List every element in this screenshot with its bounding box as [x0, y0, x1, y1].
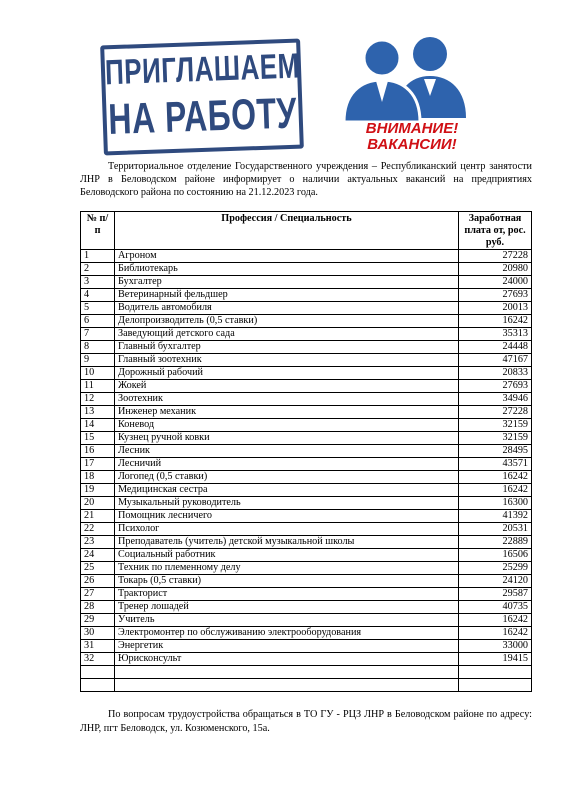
table-row: [81, 471, 532, 484]
row-number: 27: [81, 588, 115, 601]
invitation-stamp: [100, 39, 304, 156]
row-profession: Социальный работник: [115, 549, 459, 562]
row-salary: 41392: [459, 510, 532, 523]
row-profession: Лесник: [115, 445, 459, 458]
row-profession: Библиотекарь: [115, 263, 459, 276]
row-profession: Главный зоотехник: [115, 354, 459, 367]
table-row: [81, 393, 532, 406]
vacancies-table: [80, 211, 532, 692]
header-profession: Профессия / Специальность: [115, 212, 459, 250]
row-salary: 40735: [459, 601, 532, 614]
table-row: [81, 276, 532, 289]
empty-cell: [81, 666, 115, 679]
row-profession: Логопед (0,5 ставки): [115, 471, 459, 484]
row-profession: Юрисконсульт: [115, 653, 459, 666]
table-row: [81, 601, 532, 614]
stamp-line-1: ПРИГЛАШАЕМ: [104, 45, 301, 93]
row-salary: 19415: [459, 653, 532, 666]
table-row: [81, 549, 532, 562]
contact-paragraph: По вопросам трудоустройства обращаться в ТО ГУ - РЦЗ ЛНР в Беловодском районе по адресу: ЛНР, пгт Беловодск, ул. Козюменского, 15а.: [80, 709, 532, 734]
row-salary: 32159: [459, 419, 532, 432]
table-row: [81, 328, 532, 341]
row-number: 15: [81, 432, 115, 445]
table-row: [81, 289, 532, 302]
row-salary: 47167: [459, 354, 532, 367]
row-profession: Медицинская сестра: [115, 484, 459, 497]
row-profession: Токарь (0,5 ставки): [115, 575, 459, 588]
row-profession: Зоотехник: [115, 393, 459, 406]
row-number: 13: [81, 406, 115, 419]
row-salary: 34946: [459, 393, 532, 406]
row-number: 7: [81, 328, 115, 341]
row-salary: 29587: [459, 588, 532, 601]
row-salary: 33000: [459, 640, 532, 653]
empty-row: [81, 679, 532, 692]
table-row: [81, 562, 532, 575]
row-profession: Инженер механик: [115, 406, 459, 419]
row-profession: Главный бухгалтер: [115, 341, 459, 354]
row-salary: 25299: [459, 562, 532, 575]
row-number: 1: [81, 250, 115, 263]
row-number: 9: [81, 354, 115, 367]
row-number: 28: [81, 601, 115, 614]
table-row: [81, 614, 532, 627]
row-number: 14: [81, 419, 115, 432]
intro-paragraph: Территориальное отделение Государственного учреждения – Республиканский центр занятости ЛНР в Беловодском районе информирует о наличии актуальных вакансий на предприятиях Беловодского района по состоянию на 21.12.2023 года.: [80, 161, 532, 198]
two-people-icon: [318, 32, 498, 122]
table-row: [81, 380, 532, 393]
row-number: 19: [81, 484, 115, 497]
row-number: 25: [81, 562, 115, 575]
row-number: 11: [81, 380, 115, 393]
row-salary: 27228: [459, 406, 532, 419]
row-profession: Заведующий детского сада: [115, 328, 459, 341]
table-row: [81, 627, 532, 640]
row-number: 32: [81, 653, 115, 666]
row-salary: 16242: [459, 471, 532, 484]
table-row: [81, 458, 532, 471]
table-row: [81, 367, 532, 380]
row-salary: 16242: [459, 627, 532, 640]
row-salary: 24120: [459, 575, 532, 588]
row-number: 3: [81, 276, 115, 289]
table-row: [81, 354, 532, 367]
row-profession: Помощник лесничего: [115, 510, 459, 523]
table-row: [81, 588, 532, 601]
row-profession: Бухгалтер: [115, 276, 459, 289]
row-salary: 16506: [459, 549, 532, 562]
row-number: 17: [81, 458, 115, 471]
row-salary: 27693: [459, 289, 532, 302]
row-profession: Психолог: [115, 523, 459, 536]
row-number: 30: [81, 627, 115, 640]
row-profession: Техник по племенному делу: [115, 562, 459, 575]
table-row: [81, 406, 532, 419]
row-salary: 20833: [459, 367, 532, 380]
row-number: 31: [81, 640, 115, 653]
stamp-line-2: НА РАБОТУ: [107, 88, 298, 144]
empty-cell: [459, 666, 532, 679]
row-salary: 27693: [459, 380, 532, 393]
row-profession: Делопроизводитель (0,5 ставки): [115, 315, 459, 328]
row-salary: 28495: [459, 445, 532, 458]
row-profession: Ветеринарный фельдшер: [115, 289, 459, 302]
table-row: [81, 250, 532, 263]
row-salary: 16242: [459, 315, 532, 328]
row-profession: Электромонтер по обслуживанию электрооборудования: [115, 627, 459, 640]
row-number: 6: [81, 315, 115, 328]
table-row: [81, 263, 532, 276]
row-number: 2: [81, 263, 115, 276]
row-salary: 20980: [459, 263, 532, 276]
row-profession: Водитель автомобиля: [115, 302, 459, 315]
row-salary: 20013: [459, 302, 532, 315]
row-salary: 24000: [459, 276, 532, 289]
empty-row: [81, 666, 532, 679]
row-salary: 16300: [459, 497, 532, 510]
row-number: 16: [81, 445, 115, 458]
row-number: 10: [81, 367, 115, 380]
header-number: № п/п: [81, 212, 115, 250]
row-number: 4: [81, 289, 115, 302]
table-row: [81, 653, 532, 666]
vacancies-banner: [318, 32, 498, 154]
attention-label: ВНИМАНИЕ!: [365, 120, 459, 137]
row-profession: Дорожный рабочий: [115, 367, 459, 380]
row-profession: Тракторист: [115, 588, 459, 601]
row-number: 21: [81, 510, 115, 523]
table-row: [81, 536, 532, 549]
row-number: 26: [81, 575, 115, 588]
row-number: 20: [81, 497, 115, 510]
row-profession: Коневод: [115, 419, 459, 432]
row-profession: Музыкальный руководитель: [115, 497, 459, 510]
table-row: [81, 419, 532, 432]
row-salary: 24448: [459, 341, 532, 354]
table-row: [81, 640, 532, 653]
row-salary: 22889: [459, 536, 532, 549]
row-salary: 27228: [459, 250, 532, 263]
row-profession: Учитель: [115, 614, 459, 627]
table-row: [81, 523, 532, 536]
table-row: [81, 432, 532, 445]
header-salary: Заработная плата от, рос. руб.: [459, 212, 532, 250]
row-number: 23: [81, 536, 115, 549]
table-row: [81, 484, 532, 497]
row-salary: 43571: [459, 458, 532, 471]
table-row: [81, 302, 532, 315]
empty-cell: [115, 666, 459, 679]
row-salary: 16242: [459, 614, 532, 627]
row-salary: 32159: [459, 432, 532, 445]
row-profession: Лесничий: [115, 458, 459, 471]
row-number: 12: [81, 393, 115, 406]
row-number: 18: [81, 471, 115, 484]
table-row: [81, 510, 532, 523]
row-profession: Кузнец ручной ковки: [115, 432, 459, 445]
table-row: [81, 341, 532, 354]
empty-cell: [81, 679, 115, 692]
row-number: 22: [81, 523, 115, 536]
table-row: [81, 315, 532, 328]
table-row: [81, 575, 532, 588]
row-number: 24: [81, 549, 115, 562]
row-salary: 35313: [459, 328, 532, 341]
table-header-row: [81, 212, 532, 250]
table-row: [81, 445, 532, 458]
row-salary: 20531: [459, 523, 532, 536]
table-row: [81, 497, 532, 510]
row-salary: 16242: [459, 484, 532, 497]
row-profession: Тренер лошадей: [115, 601, 459, 614]
row-number: 5: [81, 302, 115, 315]
table-body: [81, 250, 532, 692]
row-number: 29: [81, 614, 115, 627]
row-profession: Жокей: [115, 380, 459, 393]
empty-cell: [459, 679, 532, 692]
empty-cell: [115, 679, 459, 692]
row-number: 8: [81, 341, 115, 354]
row-profession: Энергетик: [115, 640, 459, 653]
invitation-banner: [80, 32, 312, 154]
row-profession: Преподаватель (учитель) детской музыкальной школы: [115, 536, 459, 549]
vacancies-label: ВАКАНСИИ!: [367, 136, 457, 153]
row-profession: Агроном: [115, 250, 459, 263]
